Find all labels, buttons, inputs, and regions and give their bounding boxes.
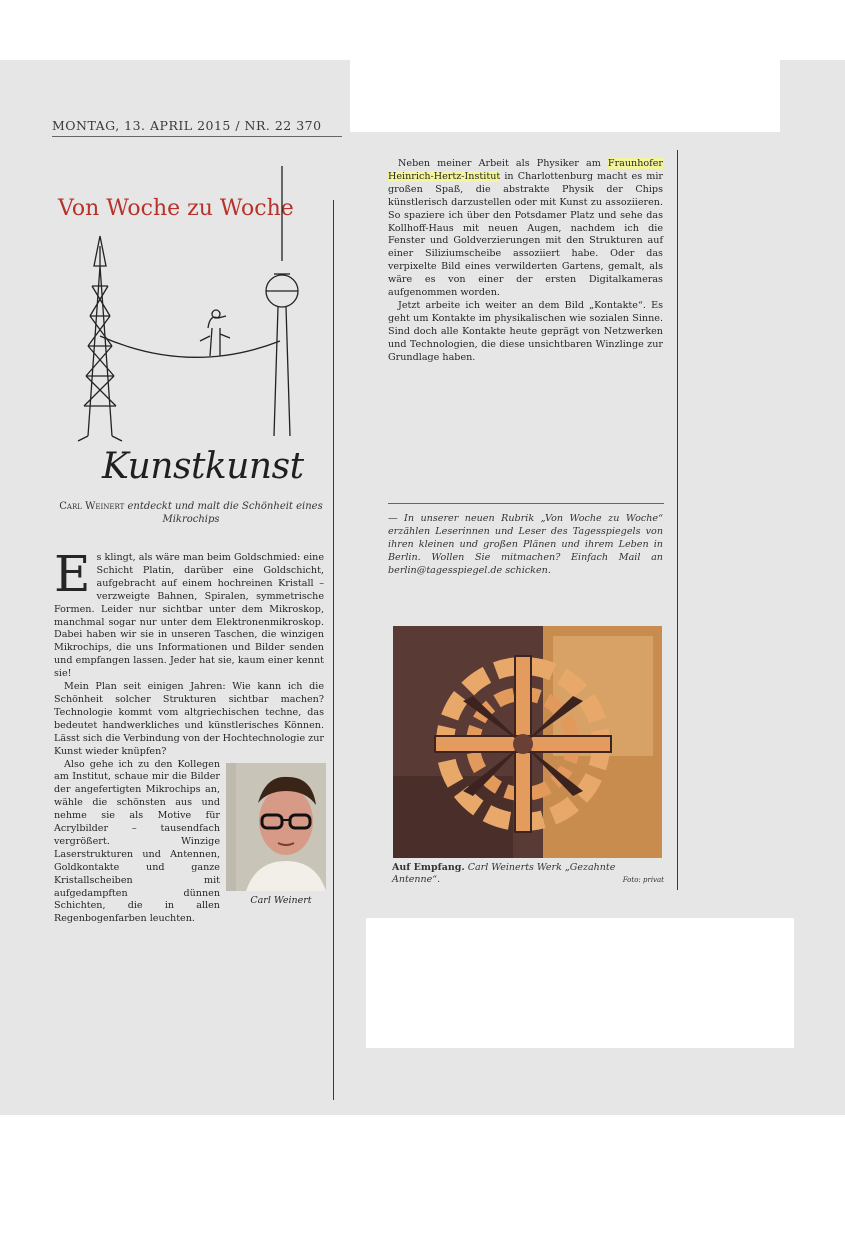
artwork-gezahnte-antenne (393, 626, 662, 858)
subhead (56, 500, 326, 526)
photo-credit: Foto: privat (622, 876, 664, 884)
article-left-column (54, 545, 324, 926)
artwork-painting (393, 626, 662, 858)
paragraph-1 (54, 545, 324, 681)
paragraph-4-rest: in Charlottenburg macht es mir großen Spaß, die abstrakte Physik der Chips künstlerisch darzustellen oder mit Kunst zu assoziieren. So spaziere ich über den Potsdamer Platz und sehe das Kollhoff-Haus mit neuen Augen, nachdem ich die Fenster und Goldverzierungen mit den Strukturen auf einer Siliziumscheibe assoziiert habe. Oder das verpixelte Bild eines verwilderten Gartens, gemalt, als wäre es von einer der ersten Digitalkameras aufgenommen worden. (388, 170, 663, 299)
highlighted-institute: Fraunhofer Heinrich-Hertz-Institut (388, 158, 663, 182)
redaction-bottom (366, 918, 794, 1048)
redaction-top (350, 60, 780, 132)
portrait-caption: Carl Weinert (250, 894, 312, 906)
paragraph-5: Jetzt arbeite ich weiter an dem Bild „Kontakte“. Es geht um Kontakte im physikalischen wie sozialen Sinne. Sind doch alle Kontakte heute geprägt von Netzwerken und Technologien, die diese unsichtbaren Winzlinge zur Grundlage haben. (388, 299, 663, 363)
paragraph-3-text: Also gehe ich zu den Kollegen am Institut, schaue mir die Bilder der angefertigten Mikrochips an, wähle die schönsten aus und nehme sie als Motive für Acrylbilder – tausendfach vergrößert. Winzige Laserstrukturen und Antennen, Goldkontakte und ganze Kristallscheiben mit aufgedampften dünnen Schichten, die in allen Regenbogenfarben leuchten. (54, 758, 220, 925)
subhead-text: entdeckt und malt die Schönheit eines Mikrochips (127, 501, 323, 525)
rubrik-rule (388, 503, 664, 504)
caption-lead: Auf Empfang. (392, 862, 465, 873)
author-portrait (226, 763, 326, 908)
headline: Kunstkunst (102, 446, 304, 487)
paragraph-3 (54, 759, 324, 927)
rubrik-note: — In unserer neuen Rubrik „Von Woche zu Woche“ erzählen Leserinnen und Leser des Tagesspiegels von ihren kleinen und großen Plänen und ihrem Leben in Berlin. Wollen Sie mitmachen? Einfach Mail an berlin@tagesspiegel.de schicken. (388, 513, 663, 576)
paragraph-4 (388, 158, 663, 300)
berlin-towers-illustration (60, 166, 340, 446)
column-rule-right (677, 150, 678, 890)
article-right-column (388, 158, 663, 365)
masthead: MONTAG, 13. APRIL 2015 / NR. 22 370 (52, 118, 342, 137)
portrait-photo (226, 763, 326, 891)
drop-cap: E (54, 545, 91, 603)
paragraph-1-text: s klingt, als wäre man beim Goldschmied: eine Schicht Platin, darüber eine Goldschicht, aufgebracht auf einem hochreinen Kristall – verzweigte Bahnen, Spiralen, symmetrische Formen. Leider nur sichtbar unter dem Mikroskop, manchmal sogar nur unter dem Elektronenmikroskop. Dabei haben wir sie in unseren Taschen, die winzigen Mikrochips, die uns Informationen und Bilder senden und empfangen lassen. Jeder hat sie, kaum einer kennt sie! (54, 552, 324, 680)
artwork-caption (392, 862, 664, 886)
paragraph-4-start: Neben meiner Arbeit als Physiker am (398, 158, 608, 169)
caption-text: Carl Weinerts Werk „Gezahnte Antenne“. (392, 862, 616, 885)
paragraph-2: Mein Plan seit einigen Jahren: Wie kann ich die Schönheit solcher Strukturen sichtbar machen? Technologie kommt vom altgriechischen techne, das bedeutet handwerkliches und künstlerisches Können. Lässt sich die Verbindung von der Hochtechnologie zur Kunst wieder knüpfen? (54, 681, 324, 757)
subhead-author: Carl Weinert (59, 501, 125, 512)
section-title: Von Woche zu Woche (58, 196, 294, 221)
portrait-drawing (236, 763, 326, 891)
